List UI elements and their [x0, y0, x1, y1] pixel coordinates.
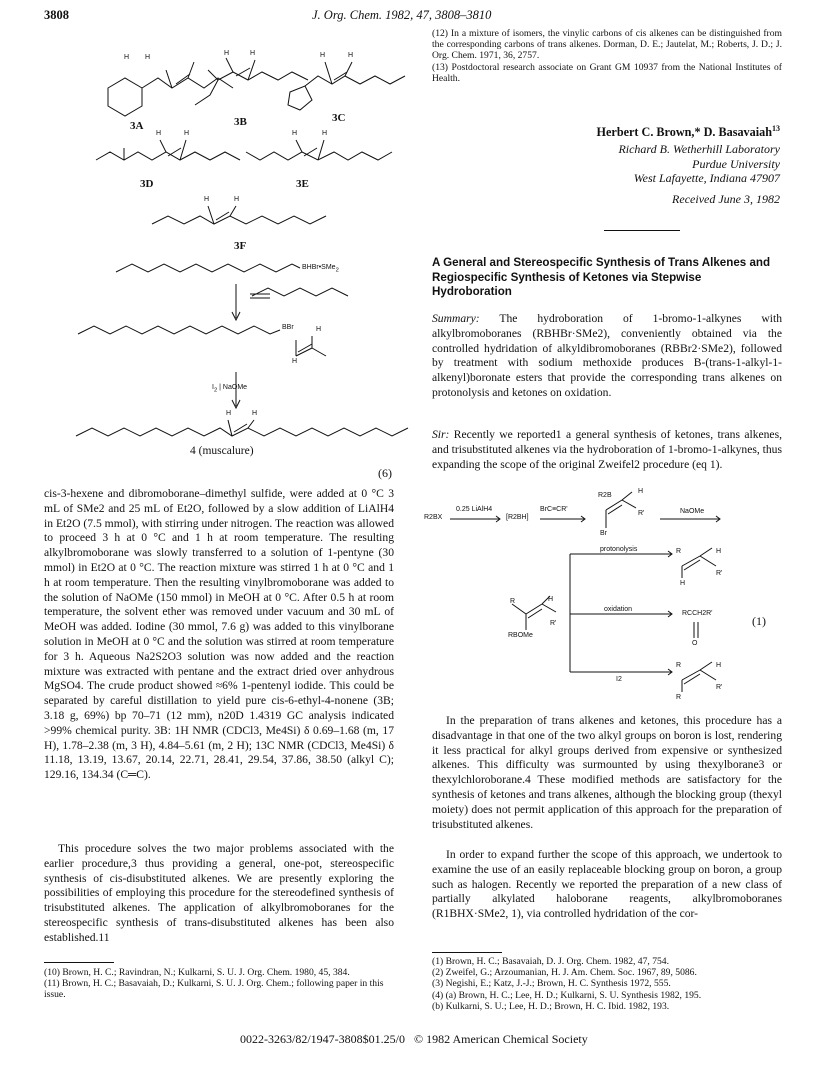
- label-h: H: [638, 488, 644, 495]
- footnote: (4) (a) Brown, H. C.; Lee, H. D.; Kulkarni, S. U. Synthesis 1982, 195.: [432, 989, 702, 1001]
- summary: Summary: The hydroboration of 1-bromo-1-alkynes with alkylbromoboranes (RBHBr·SMe2), conveniently obtained via the controlled hydridation of alkyldibromoboranes (RBBr2·SMe2), followed by treatment with sodium methoxide produces B-(trans-1-alkyl-1-alkenyl)boronate esters that provide the corresponding trans alkenes on protonolysis and ketones on oxidation.: [432, 312, 782, 399]
- label-r1: R': [716, 570, 723, 577]
- structure-3a: [108, 62, 233, 116]
- reagent-i2-naome: $I_2$ | NaOMe: [212, 384, 248, 394]
- label-o: O: [692, 640, 698, 647]
- label-r1: R': [716, 684, 723, 691]
- h-label: H: [320, 52, 326, 59]
- structure-3e: [246, 140, 392, 160]
- sir-paragraph: Sir: Recently we reported1 a general synthesis of ketones, trans alkenes, and trisubstituted alkenes via the hydroboration of 1-bromo-1-alkynes, thus expanding the scope of the original Zweifel2 procedure (eq 1).: [432, 428, 782, 471]
- received-date: Received June 3, 1982: [672, 192, 780, 206]
- footnote-rule: [44, 962, 114, 963]
- footnote-rule: [432, 952, 502, 953]
- right-footnotes: [432, 956, 782, 1012]
- label-3e: 3E: [296, 178, 309, 190]
- structure-3d: [96, 140, 240, 160]
- h-label: H: [322, 130, 328, 137]
- label-h: H: [316, 326, 322, 333]
- footnote: (1) Brown, H. C.; Basavaiah, D. J. Org. Chem. 1982, 47, 754.: [432, 956, 669, 967]
- article-separator: [604, 230, 680, 231]
- structure-3f: [152, 206, 326, 224]
- h-label: H: [184, 130, 190, 137]
- footnote: (b) Kulkarni, S. U.; Lee, H. D.; Brown, H. C. Ibid. 1982, 193.: [432, 1000, 670, 1012]
- footnote: (2) Zweifel, G.; Arzoumanian, H. J. Am. Chem. Soc. 1967, 89, 5086.: [432, 967, 697, 979]
- label-3d: 3D: [140, 178, 154, 190]
- footnote: (13) Postdoctoral research associate on Grant GM 10937 from the National Institutes of Health.: [432, 61, 782, 84]
- structure-alkylbromoborane: [116, 264, 300, 272]
- left-column-body: cis-3-hexene and dibromoborane–dimethyl sulfide, were added at 0 °C 3 mL of SMe2 and 25 mL of Et2O, followed by a slow addition of LiAlH4 in Et2O (7.5 mmol), with stirring under nitrogen. The reaction was allowed to proceed 3 h at 0 °C and 1 h at room temperature. The resulting alkylbromoborane was slowly transferred to a solution of 1-pentyne (30 mmol) in Et2O at 0 °C. The reaction mixture was stirred 1 h at 0 °C and 1 h at room temperature. Then the resulting vinylbromoborane was added to the solution of NaOMe (150 mmol) in MeOH at 0 °C. After 0.5 h at room temperature, the solvent ether was removed under vacuum and 30 mL of MeOH was added. Iodine (30 mmol, 7.6 g) was added to this vinylborane solution in MeOH at 0 °C and the solution was stirred at room temperature for 3 h. Aqueous Na2S2O3 solution was now added and the reaction mixture was extracted with pentane and the extract dried over anhydrous MgSO4. The crude product showed ≈6% 1-pentenyl iodide. This could be separated by careful distillation to yield pure cis-6-ethyl-4-nonene (3B; 3.18 g, 69%) bp 70–71 (12 mm), n20D 1.4319 GC analysis indicated >99% chemical purity. 3B: 1H NMR (CDCl3, Me4Si) δ 0.69–1.68 (m, 17 H), 1.78–2.38 (m, 3 H), 4.84–5.61 (m, 2 H); 13C NMR (CDCl3, Me4Si) δ 11.18, 13.19, 13.67, 20.14, 22.71, 28.41, 29.54, 37.86, 38.50 (alkyl C); 129.16, 134.34 (C═C).: [44, 487, 394, 782]
- label-r: R: [676, 662, 682, 669]
- h-label: H: [226, 410, 232, 417]
- h-label: H: [156, 130, 162, 137]
- h-label: H: [250, 50, 256, 57]
- footnote: (10) Brown, H. C.; Ravindran, N.; Kulkarni, S. U. J. Org. Chem. 1980, 45, 384.: [44, 967, 350, 978]
- right-top-notes: [432, 28, 782, 84]
- label-naome: NaOMe: [680, 508, 705, 515]
- footnote: (11) Brown, H. C.; Basavaiah, D.; Kulkarni, S. U. J. Org. Chem.; following paper in this issue.: [44, 978, 384, 1001]
- label-bbr: BBr: [282, 324, 294, 331]
- h-label: H: [348, 52, 354, 59]
- label-br: Br: [600, 530, 607, 537]
- h-label: H: [204, 196, 210, 203]
- label-h: H: [716, 548, 722, 555]
- h-label: H: [124, 54, 130, 61]
- running-header: J. Org. Chem. 1982, 47, 3808–3810: [312, 8, 492, 22]
- reaction-arrow-1: [232, 284, 348, 320]
- h-label: H: [224, 50, 230, 57]
- label-lialh4: 0.25 LiAlH4: [456, 506, 493, 513]
- footnote: (12) In a mixture of isomers, the vinylic carbons of cis alkenes can be distinguished from the corresponding carbons of trans alkenes. Dorman, D. E.; Jautelat, M.; Roberts, J. D.; J. Org. Chem. 1971, 36, 2757.: [432, 28, 782, 62]
- label-3a: 3A: [130, 120, 144, 132]
- paragraph-1: In the preparation of trans alkenes and ketones, this procedure has a disadvantage in that one of the two alkyl groups on boron is lost, rendering it less practical for alkyl groups derived from expensive or synthesized alkenes. This difficulty was surmounted by using thexylborane3 or thexylchloroborane.4 These modified methods are satisfactory for the synthesis of ketones and trans alkenes, although the blocking group (thexyl moiety) does not permit application of this approach for the preparation of trisubstituted alkenes.: [432, 714, 782, 831]
- h-label: H: [292, 130, 298, 137]
- label-alkyne: BrC≡CR': [540, 506, 568, 513]
- equation-number-6: (6): [378, 466, 392, 480]
- label-r: R: [510, 598, 516, 605]
- label-r: R: [676, 548, 682, 555]
- h-label: H: [252, 410, 258, 417]
- authors: Herbert C. Brown,* D. Basavaiah$^{13}$: [596, 124, 780, 140]
- label-r2bx: R2BX: [424, 514, 443, 521]
- article-title: A General and Stereospecific Synthesis of Trans Alkenes and Regiospecific Synthesis of Ketones via Stepwise Hydroboration: [432, 256, 771, 298]
- left-footnotes: [44, 967, 394, 1001]
- footnote: (3) Negishi, E.; Katz, J.-J.; Brown, H. C. Synthesis 1972, 555.: [432, 978, 671, 990]
- label-3f: 3F: [234, 240, 247, 252]
- label-ketone: RCCH2R': [682, 610, 713, 617]
- label-h: H: [548, 596, 554, 603]
- label-muscalure: 4 (muscalure): [190, 445, 254, 457]
- h-label: H: [145, 54, 151, 61]
- left-column-body-2: This procedure solves the two major problems associated with the earlier procedure,3 thus providing a general, one-pot, stereospecific synthesis of cis-disubstituted alkenes. We are presently exploring the possibilities of employing this procedure for the stereodefined synthesis of trisubstituted alkenes. The application of alkylbromoboranes for the stereospecific synthesis of trans-disubstituted alkenes has been also established.11: [44, 842, 394, 944]
- equation-number-1: (1): [752, 614, 766, 628]
- affiliation: Richard B. Wetherhill Laboratory Purdue University West Lafayette, Indiana 47907: [618, 142, 780, 185]
- label-3c: 3C: [332, 112, 346, 124]
- label-r1: R': [638, 510, 645, 517]
- structure-muscalure: [76, 420, 408, 436]
- label-3b: 3B: [234, 116, 247, 128]
- paragraph-2: In order to expand further the scope of this approach, we undertook to examine the use of an easily replaceable blocking group on boron, a group such as halogen. Recently we reported the preparation of a new class of partially alkylated haloborane reagents, alkylbromoboranes (R1BHX·SMe2, 1), via controlled hydridation of the cor-: [432, 848, 782, 921]
- footer: 0022-3263/82/1947-3808$01.25/0 © 1982 American Chemical Society: [240, 1032, 588, 1046]
- structure-3c: [288, 62, 405, 110]
- h-label: H: [234, 196, 240, 203]
- label-h: H: [680, 580, 686, 587]
- label-protonolysis: protonolysis: [600, 546, 638, 553]
- structure-3b: [195, 58, 308, 105]
- label-r: R: [676, 694, 682, 701]
- label-r1: R': [550, 620, 557, 627]
- label-i2: I2: [616, 676, 622, 683]
- label-h: H: [292, 358, 298, 365]
- reagent-bhbr: BHBr•SMe$_2$: [302, 264, 339, 274]
- label-h: H: [716, 662, 722, 669]
- page-number: 3808: [44, 8, 69, 22]
- label-r2bh: [R2BH]: [506, 514, 529, 521]
- label-oxidation: oxidation: [604, 606, 633, 613]
- label-r2b: R2B: [598, 492, 612, 499]
- label-rbome: RBOMe: [508, 632, 533, 639]
